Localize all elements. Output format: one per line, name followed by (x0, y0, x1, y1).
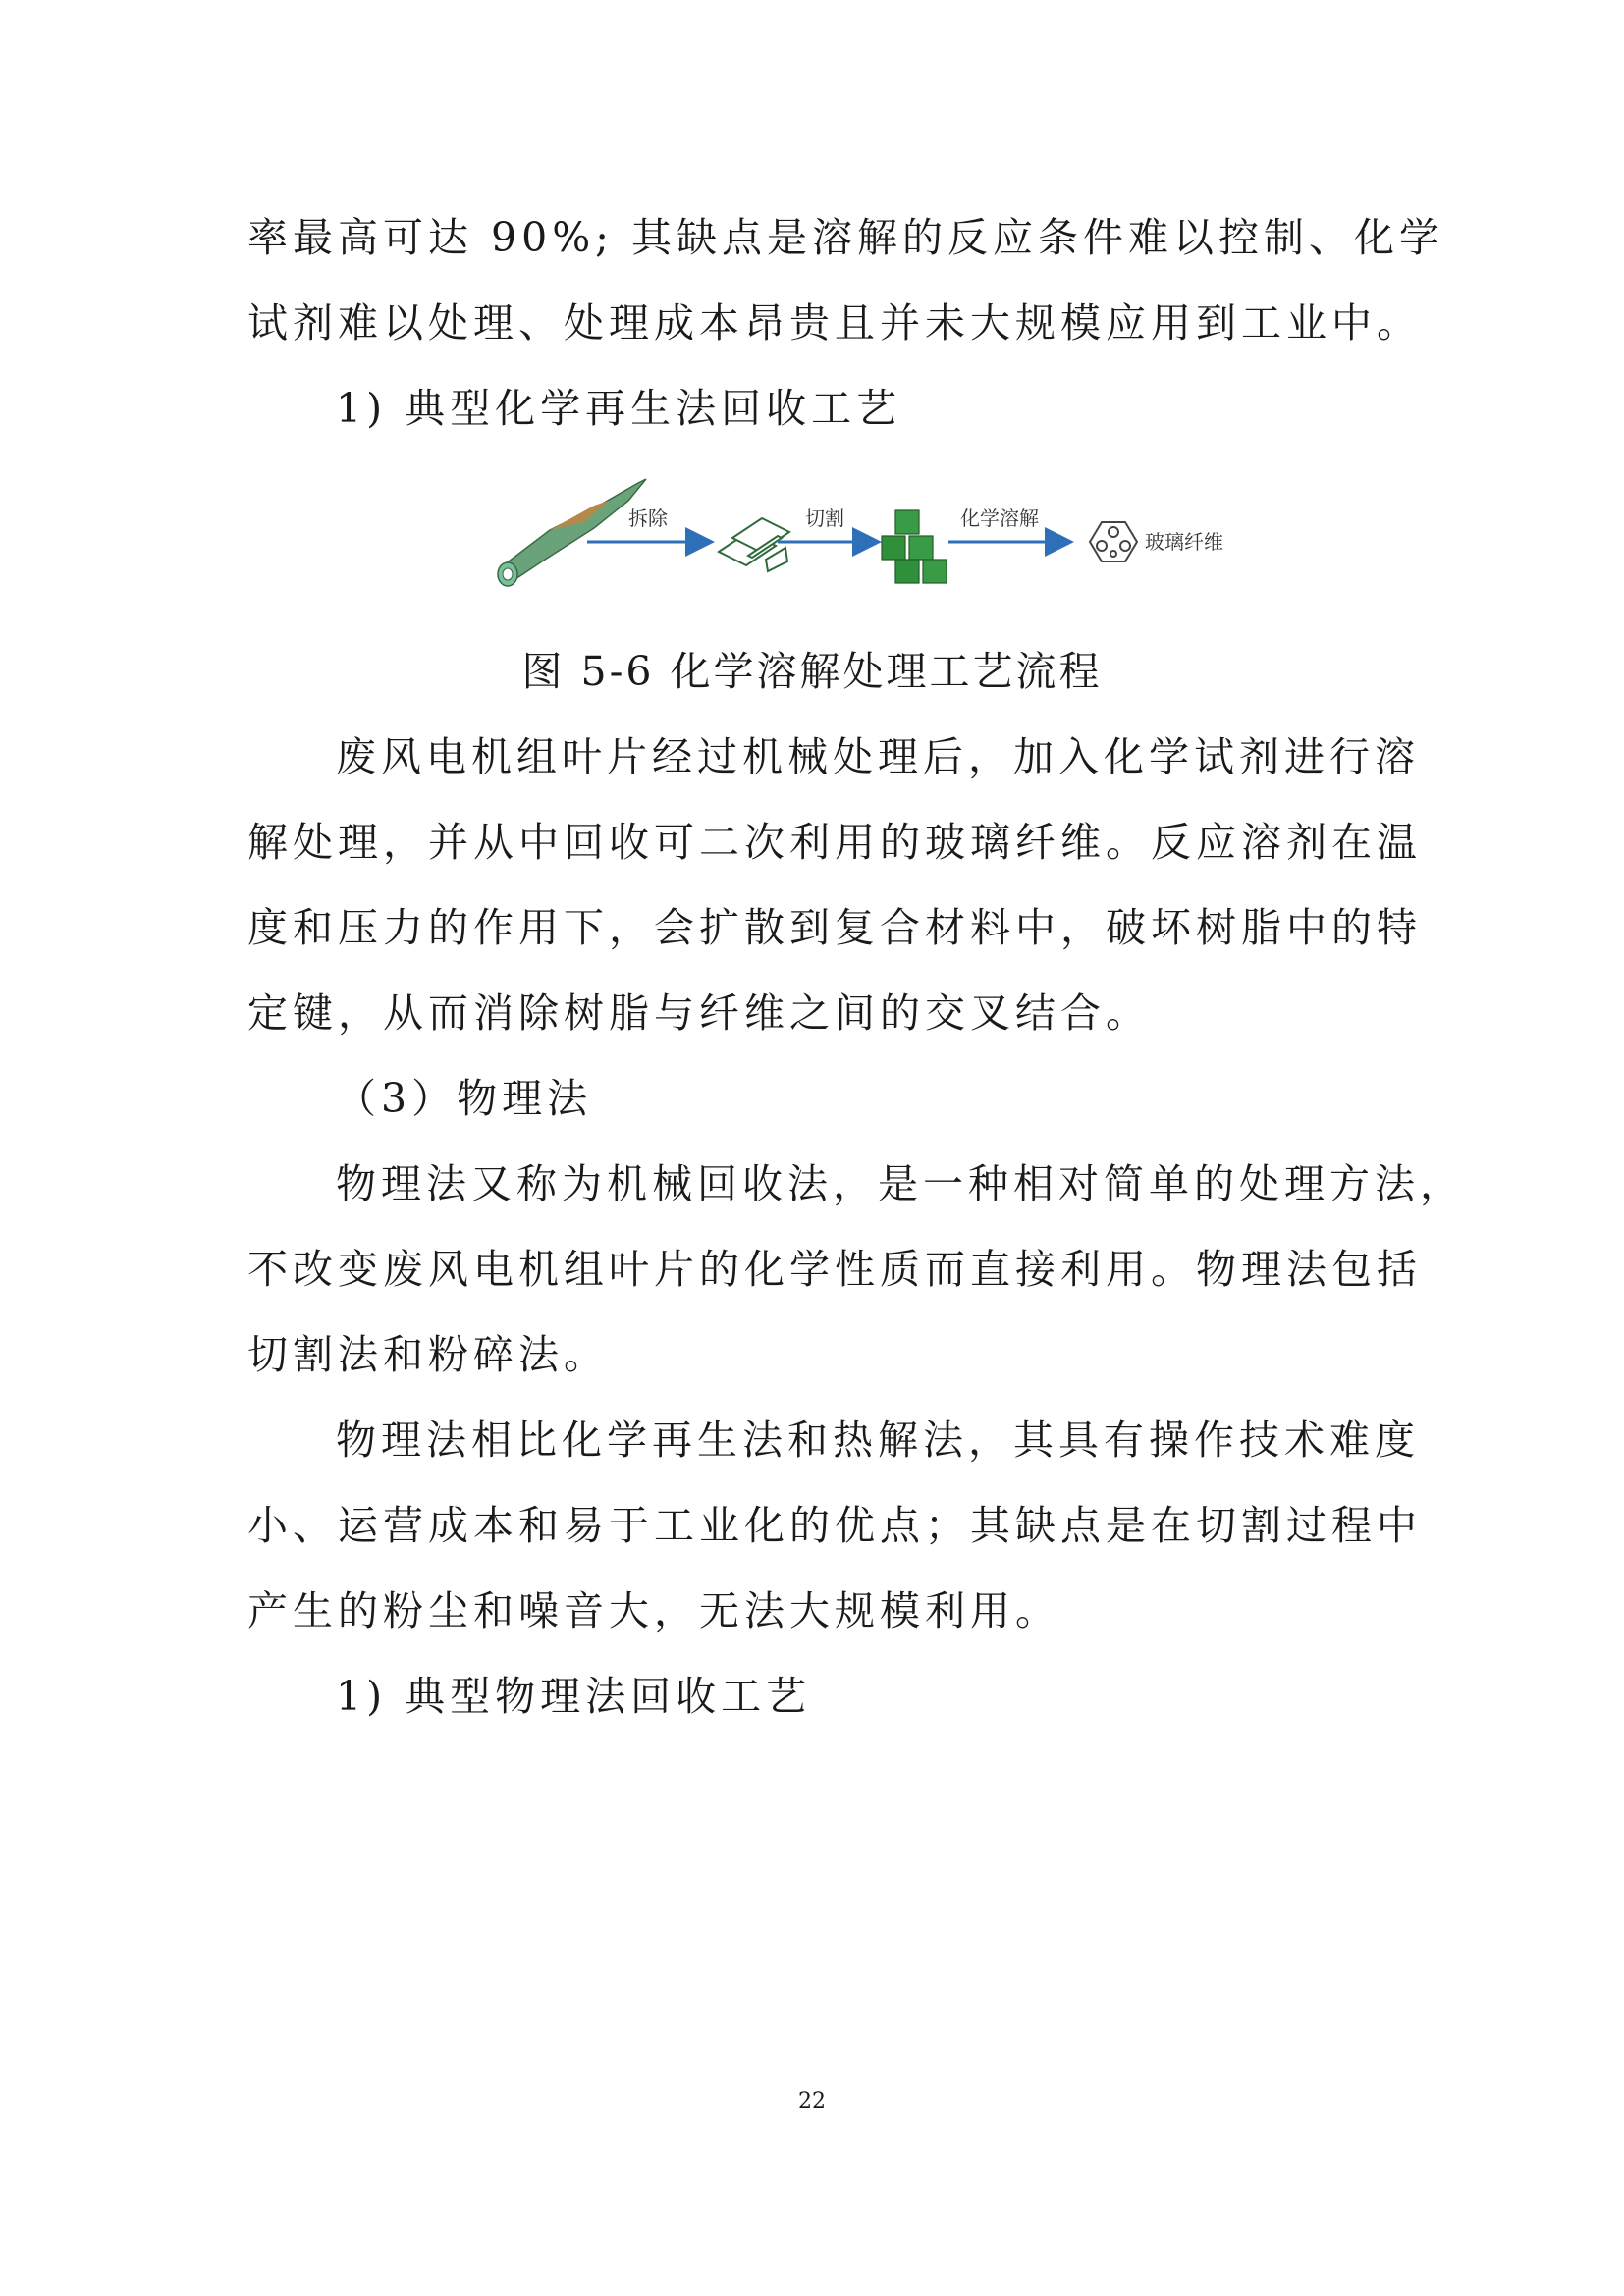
section-heading-physical-method: （3）物理法 (336, 1075, 593, 1122)
subheading-chemical-process: 1) 典型化学再生法回收工艺 (336, 385, 902, 432)
text-line-9: 物理法又称为机械回收法，是一种相对简单的处理方法， (336, 1160, 1465, 1207)
text-line-6: 度和压力的作用下，会扩散到复合材料中，破坏树脂中的特 (247, 904, 1422, 951)
text-line-11: 切割法和粉碎法。 (247, 1331, 609, 1378)
text-line-12: 物理法相比化学再生法和热解法，其具有操作技术难度 (336, 1416, 1420, 1464)
figure-caption: 图 5-6 化学溶解处理工艺流程 (521, 648, 1103, 695)
process-flow-figure (491, 461, 1237, 589)
text-line-2: 试剂难以处理、处理成本昂贵且并未大规模应用到工业中。 (247, 299, 1422, 347)
label-chemical-dissolution: 化学溶解 (960, 507, 1039, 530)
text-line-7: 定键，从而消除树脂与纤维之间的交叉结合。 (247, 989, 1151, 1037)
label-cutting: 切割 (805, 507, 844, 530)
label-glass-fiber: 玻璃纤维 (1145, 530, 1223, 554)
wind-blade-icon (498, 479, 646, 586)
label-dismantle: 拆除 (628, 507, 668, 530)
text-line-10: 不改变废风电机组叶片的化学性质而直接利用。物理法包括 (247, 1246, 1422, 1293)
bars-icon (719, 518, 789, 571)
text-line-4: 废风电机组叶片经过机械处理后，加入化学试剂进行溶 (336, 733, 1420, 780)
text-line-13: 小、运营成本和易于工业化的优点；其缺点是在切割过程中 (247, 1502, 1422, 1549)
text-line-1: 率最高可达 90%; 其缺点是溶解的反应条件难以控制、化学 (247, 214, 1445, 261)
cubes-icon (882, 510, 947, 583)
page-number: 22 (798, 2089, 826, 2113)
text-line-14: 产生的粉尘和噪音大，无法大规模利用。 (247, 1587, 1060, 1634)
glass-fiber-icon (1090, 522, 1137, 561)
subheading-physical-process: 1) 典型物理法回收工艺 (336, 1673, 812, 1720)
text-line-5: 解处理，并从中回收可二次利用的玻璃纤维。反应溶剂在温 (247, 819, 1422, 866)
